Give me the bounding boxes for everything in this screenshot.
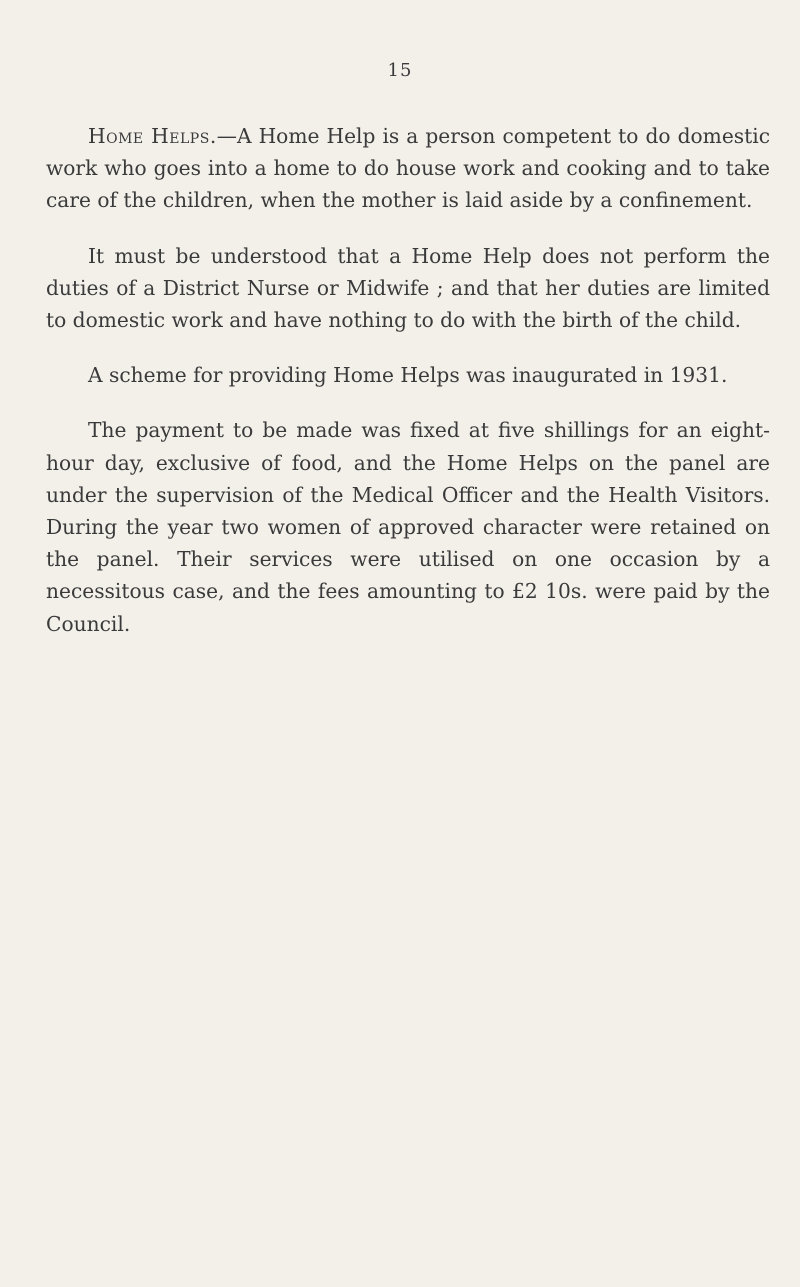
paragraph-payment: The payment to be made was fixed at five shillings for an eight-hour day, exclusive of food, and the Home Helps on the panel are under the supervision of the Medical Officer and the Health Visitors. During the year two women of approved character were retained on the panel. Their services were utilised on one occasion by a necessitous case, and the fees amounting to £2 10s. were paid by the Council. <box>46 418 770 636</box>
paragraph-text: —A Home Help is a person competent to do domestic work who goes into a home to do house work and cooking and to take care of the children, when the mother is laid aside by a confinement. <box>46 124 771 213</box>
section-heading: Home Helps. <box>88 124 217 148</box>
paragraph-duties: It must be understood that a Home Help does not perform the duties of a District Nurse or Midwife ; and that her duties are limited to domestic work and have nothing to do with the birth of the child. <box>46 243 770 333</box>
paragraph-scheme: A scheme for providing Home Helps was inaugurated in 1931. <box>88 363 728 388</box>
page-number: 15 <box>387 60 413 81</box>
body-text <box>46 120 770 663</box>
paragraph-home-helps-intro <box>46 120 770 217</box>
